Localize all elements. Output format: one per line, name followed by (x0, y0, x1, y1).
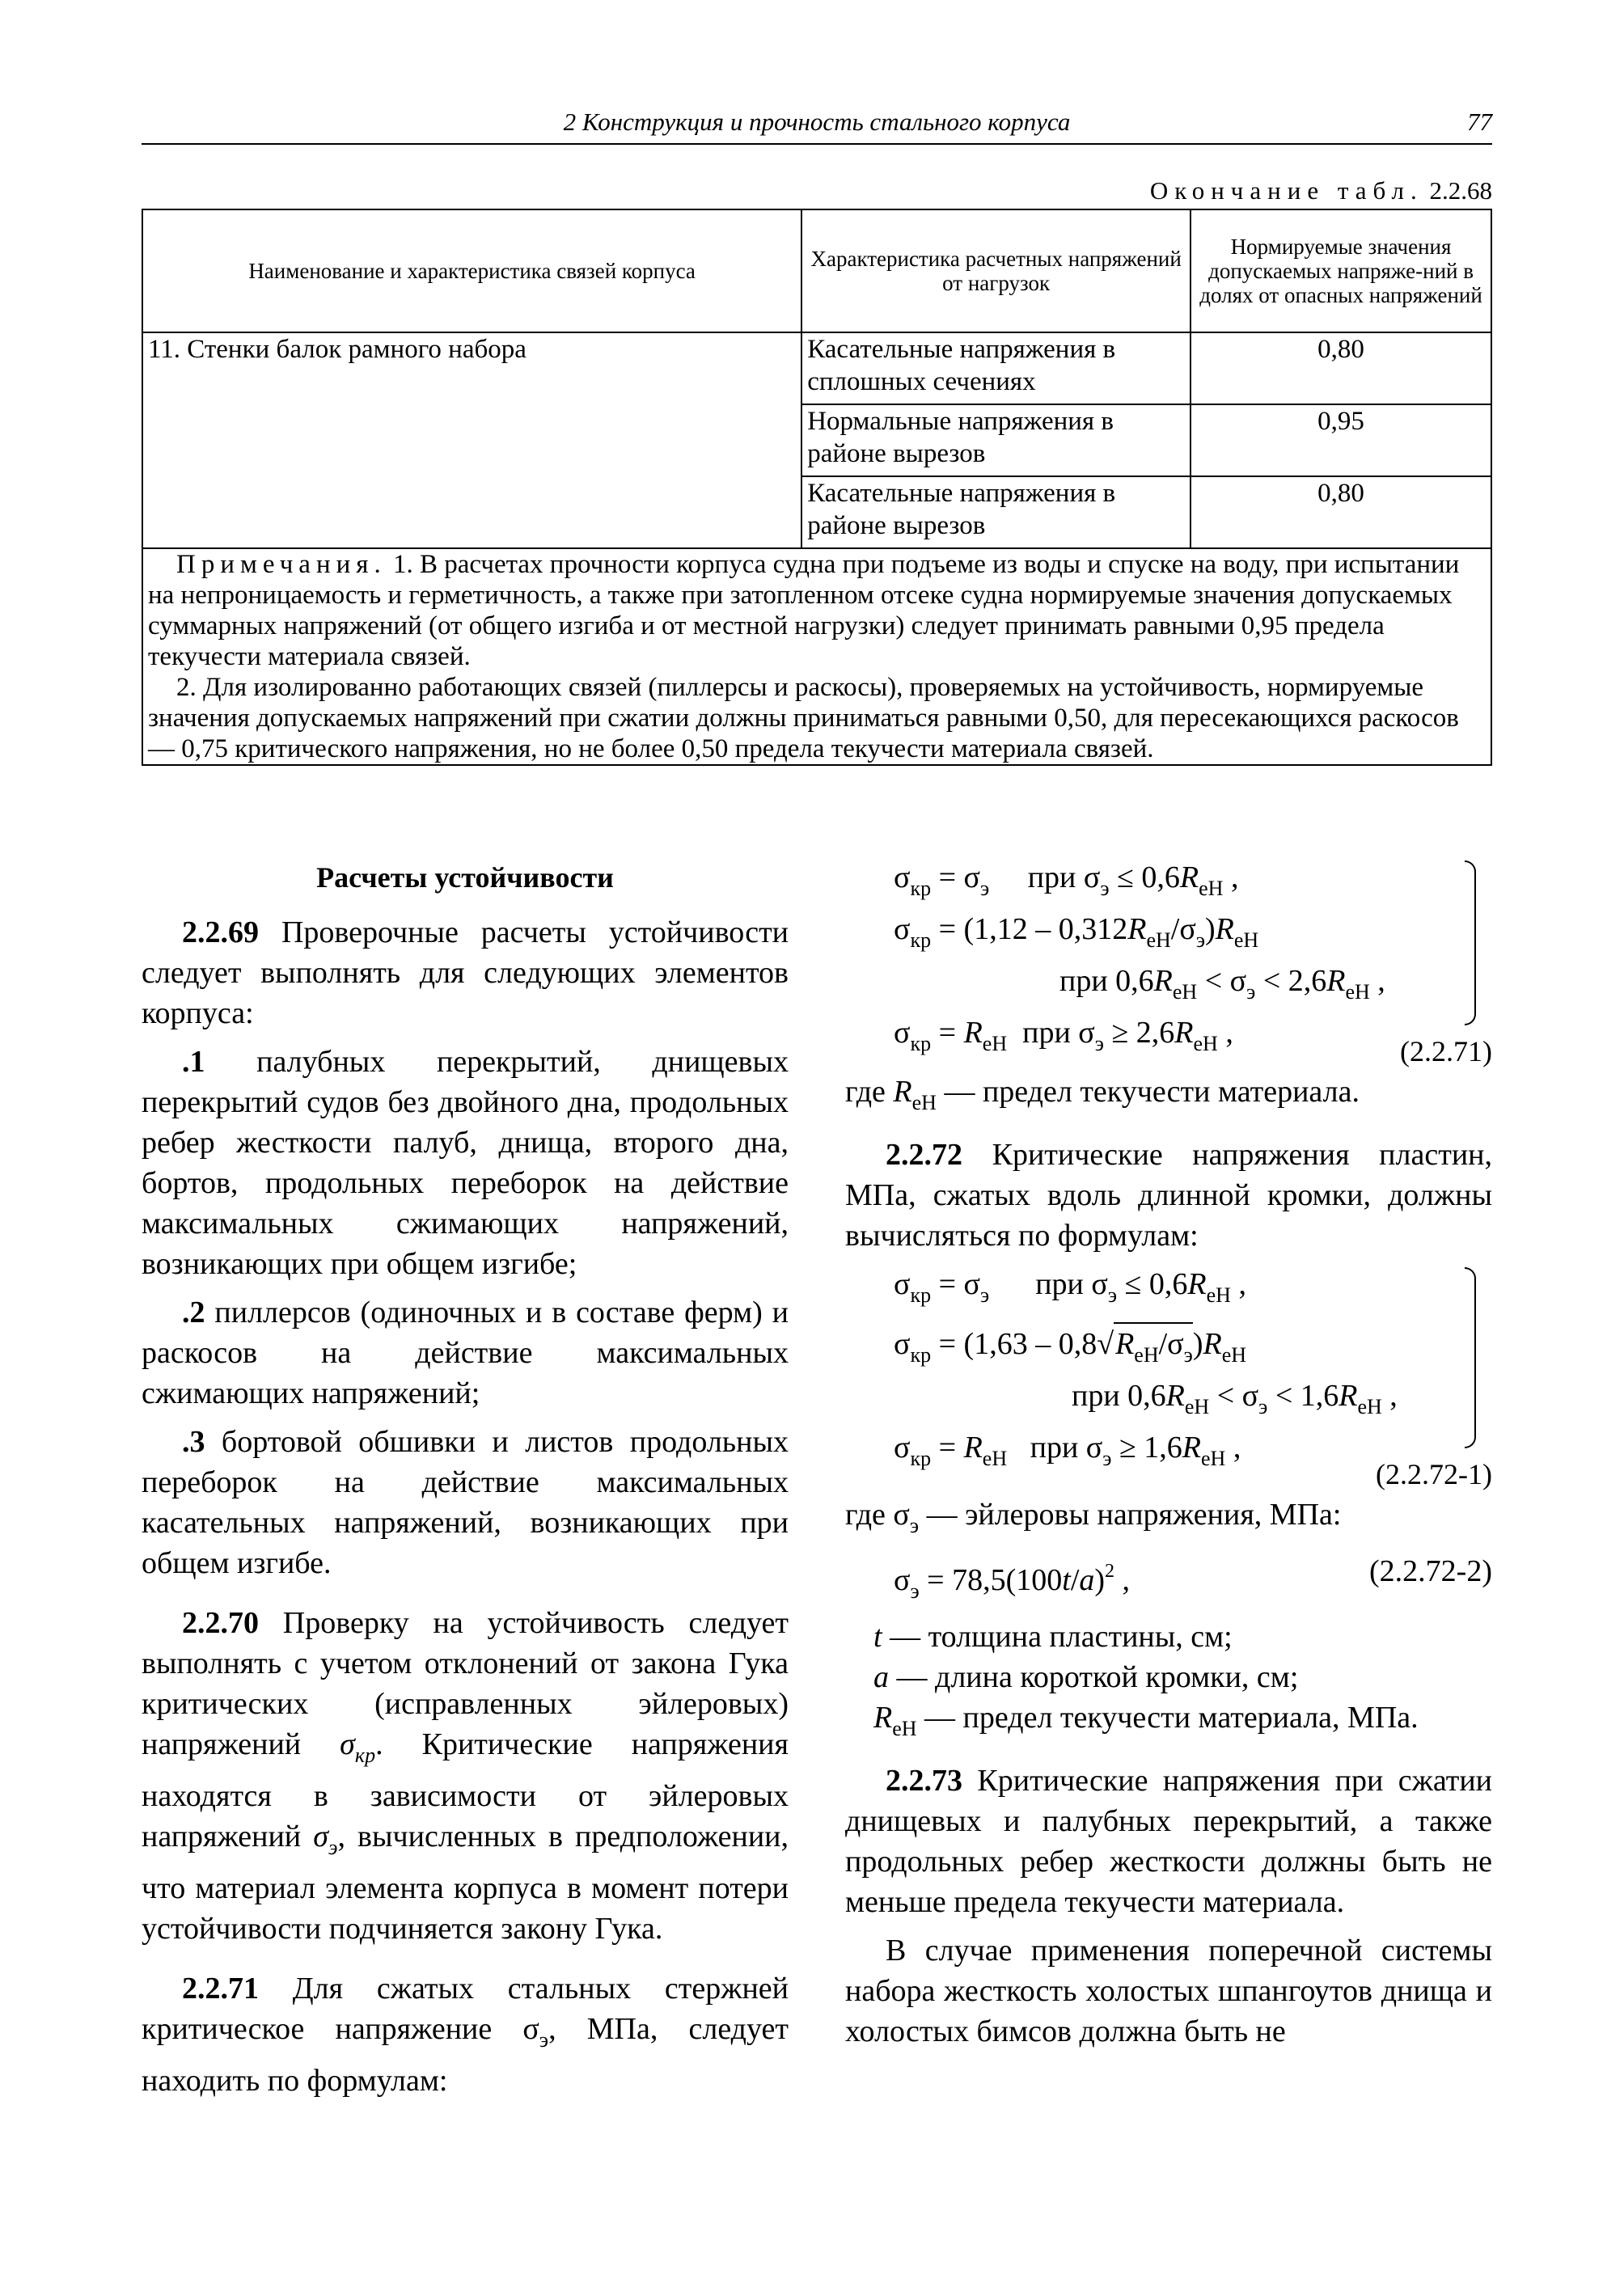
list-item-3 (142, 1422, 789, 1583)
def-r: $R_{eH}$ — предел текучести материала, МПа. (873, 1701, 1419, 1740)
def-text: — толщина пластины, см; (890, 1620, 1233, 1654)
notes-label: Примечания. (176, 550, 387, 579)
where-text: — эйлеровы напряжения, МПа: (926, 1498, 1342, 1532)
header-col-norm: Нормируемые значения допускаемых напряже-ний в долях от опасных напряжений (1191, 209, 1491, 332)
brace (1465, 860, 1476, 1025)
table-header-row (142, 209, 1491, 332)
para-text: Критические напряжения при сжатии днищевых и палубных перекрытий, а также продольных ребер жесткости должны быть не меньше предела текучести материала. (845, 1764, 1492, 1919)
item-text: палубных перекрытий, днищевых перекрытий судов без двойного дна, продольных ребер жесткости палуб, днища, второго дна, бортов, продольных переборок на действие максимальных сжимающих напряжений, возникающих при общем изгибе; (142, 1045, 789, 1281)
running-title: 2 Конструкция и прочность стального корпуса (563, 108, 1071, 136)
para-text-a: Для сжатых стальных стержней критическое напряжение (142, 1972, 789, 2046)
where-word: где (845, 1498, 886, 1532)
paragraph-2-2-70 (142, 1603, 789, 1949)
brace (1465, 1267, 1476, 1448)
def-a: a — длина короткой кромки, см; (873, 1660, 1299, 1694)
note-2: 2. Для изолированно работающих связей (пиллерсы и раскосы), проверяемых на устойчивость, нормируемые значения допускаемых напряжений при сжатии должны приниматься равными 0,50, для пересекающихся раскосов — 0,75 критического напряжения, но не более 0,50 предела текучести материала связей. (148, 673, 1459, 763)
formula-2-2-72-2: $\sigma_э = 78,5(100t/a)^2$ , (2.2.72-2) (845, 1551, 1492, 1612)
value-cell: 0,80 (1191, 476, 1491, 548)
item-number: .3 (182, 1425, 205, 1459)
sigma-e-symbol: $\sigma_э$ (522, 2012, 549, 2052)
para-number: 2.2.73 (886, 1764, 962, 1798)
note-1-text: 1. В расчетах прочности корпуса судна при подъеме из воды и спуске на воду, при испытании на непроницаемость и герметичность, а также при затопленном отсеке судна нормируемые значения допускаемых суммарных напряжений (от общего изгиба и от местной нагрузки) следует принимать равными 0,95 предела текучести материала связей. (148, 550, 1460, 671)
paragraph-2-2-72 (845, 1135, 1492, 1256)
left-column (142, 857, 789, 2109)
table-caption-word: Окончание табл. (1149, 176, 1423, 205)
def-text: — длина короткой кромки, см; (896, 1660, 1299, 1694)
sigma-kr-symbol: $\sigma_{кр}$ (340, 1727, 376, 1767)
eq-number: (2.2.72-2) (1369, 1554, 1492, 1588)
item-text: бортовой обшивки и листов продольных переборок на действие максимальных касательных напряжений, возникающих при общем изгибе. (142, 1425, 789, 1580)
value-cell: 0,80 (1191, 332, 1491, 404)
para-number: 2.2.69 (182, 915, 259, 949)
para-text: Проверочные расчеты устойчивости следует выполнять для следующих элементов корпуса: (142, 915, 789, 1030)
eq-number: (2.2.71) (1400, 1035, 1492, 1067)
where-word: где (845, 1075, 886, 1109)
header-col-stress: Характеристика расчетных напряжений от нагрузок (801, 209, 1191, 332)
para-number: 2.2.72 (886, 1138, 962, 1172)
sigma-e-symbol: $\sigma_э$ (313, 1820, 338, 1859)
def-t: t — толщина пластины, см; (873, 1620, 1233, 1654)
running-head (142, 101, 1492, 145)
item-text: пиллерсов (одиночных и в составе ферм) и раскосов на действие максимальных сжимающих напряжений; (142, 1296, 789, 1410)
section-title: Расчеты устойчивости (316, 861, 614, 894)
table-caption (1150, 176, 1492, 205)
paragraph-2-2-73 (845, 1761, 1492, 1922)
header-col-name: Наименование и характеристика связей корпуса (142, 209, 801, 332)
right-column (845, 857, 1492, 2060)
def-text: — предел текучести материала, МПа. (924, 1701, 1419, 1735)
formula-2-2-71: $\sigma_{кр} = \sigma_э$ при $\sigma_э \le 0,6R_{eH}$ , $\sigma_{кр} = (1,12 - 0,312R_{eH}/\sigma_э)R_{eH}$ при $0,6R_{eH} < \sigma_э < 2,6R_{eH}$ , $\sigma_{кр} = R_{eH}$ при $\sigma_э \ge 2,6R_{eH}$ , (845, 857, 1492, 1031)
item-number: .1 (182, 1045, 205, 1079)
list-item-1 (142, 1042, 789, 1284)
paragraph-2-2-69 (142, 912, 789, 1033)
formula-2-2-72-1: $\sigma_{кр} = \sigma_э$ при $\sigma_э \le 0,6R_{eH}$ , $\sigma_{кр} = (1,63 - 0,8√R_{eH}/\sigma_э)R_{eH}$ при $0,6R_{eH} < \sigma_э < 1,6R_{eH}$ , $\sigma_{кр} = R_{eH}$ при $\sigma_э \ge 1,6R_{eH}$ , (845, 1264, 1492, 1454)
item-number: .2 (182, 1296, 205, 1329)
paragraph-2-2-73-cont: В случае применения поперечной системы набора жесткость холостых шпангоутов днища и холостых бимсов должна быть не (845, 1934, 1492, 2048)
note-1 (148, 549, 1486, 672)
page-number: 77 (1467, 108, 1492, 136)
para-text-b: , МПа, следует находить по формулам: (142, 2012, 789, 2098)
para-number: 2.2.71 (182, 1972, 259, 2006)
stress-cell: Касательные напряжения в сплошных сечениях (801, 332, 1191, 404)
para-text-a: Проверку на устойчивость следует выполнять с учетом отклонений от закона Гука критических (исправленных эйлеровых) напряжений (142, 1606, 789, 1761)
where-71: где $R_{eH}$ — предел текучести материала. (845, 1075, 1360, 1114)
list-item-2 (142, 1292, 789, 1414)
stress-cell: Нормальные напряжения в районе вырезов (801, 404, 1191, 476)
para-text-c: , вычисленных в предположении, что материал элемента корпуса в момент потери устойчивости подчиняется закону Гука. (142, 1820, 789, 1946)
where-text: — предел текучести материала. (944, 1075, 1360, 1109)
table-caption-number: 2.2.68 (1429, 176, 1492, 205)
para-number: 2.2.70 (182, 1606, 259, 1640)
value-cell: 0,95 (1191, 404, 1491, 476)
para-text: Критические напряжения пластин, МПа, сжатых вдоль длинной кромки, должны вычисляться по формулам: (845, 1138, 1492, 1253)
where-72: где $\sigma_э$ — эйлеровы напряжения, МПа: (845, 1498, 1342, 1537)
para-text-b: . Критические напряжения находятся в зависимости от эйлеровых напряжений (142, 1727, 789, 1854)
table-row (142, 332, 1491, 404)
eq-number: (2.2.72-1) (1376, 1458, 1492, 1490)
paragraph-2-2-71 (142, 1968, 789, 2101)
stress-table (142, 209, 1492, 766)
table-notes-row (142, 548, 1491, 765)
row-name-cell: 11. Стенки балок рамного набора (142, 332, 801, 548)
stress-cell: Касательные напряжения в районе вырезов (801, 476, 1191, 548)
notes-cell (142, 548, 1491, 765)
